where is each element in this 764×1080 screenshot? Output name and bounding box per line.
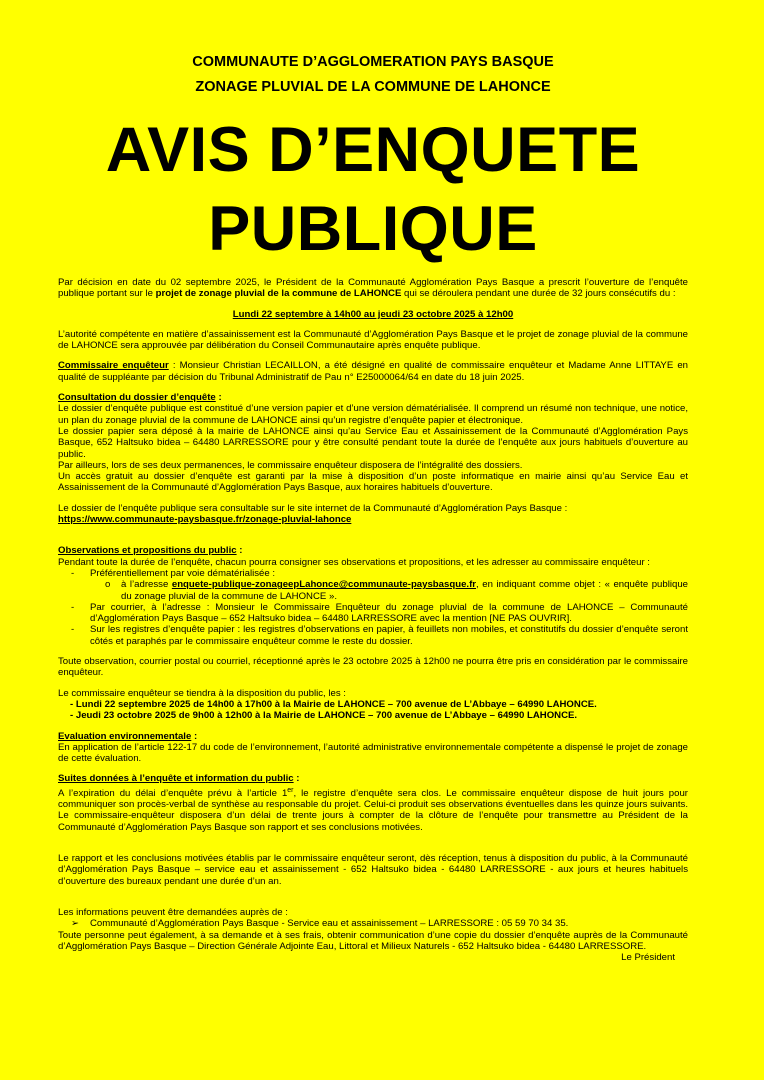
signature: Le Président (621, 952, 675, 964)
suites-heading-line: Suites données à l’enquête et information du public : (58, 773, 300, 785)
suites-heading: Suites données à l’enquête et information du public (58, 773, 294, 785)
suites-p1: A l’expiration du délai d’enquête prévu à l’article 1er, le registre d’enquête sera clos. Le commissaire enquêteur dispose de huit jours pour communiquer son procès-verbal de synthèse au responsable du projet. Celui-ci produit ses observations éventuelles dans les quinze jours suivants. Le commissaire-enquêteur disposera d’un délai de trente jours à compter de la clôture de l’enquête pour transmettre au Président de la Communauté d’Agglomération Pays Basque son rapport et ses conclusions motivées. (58, 786, 688, 833)
suites-p4: Toute personne peut également, à sa demande et à ses frais, obtenir communication d’une copie du dossier d’enquête auprès de la Communauté d’Agglomération Pays Basque – Direction Générale Adjointe Eau, Littoral et Milieux Naturels - 652 Haltsuko bidea - 64480 LARRESSORE. (58, 929, 688, 952)
arrow-bullet-icon: ➢ (71, 918, 80, 930)
permanence-date-1: - Lundi 22 septembre 2025 de 14h00 à 17h00 à la Mairie de LAHONCE – 700 avenue de L’Abbaye – 64990 LAHONCE. (70, 698, 597, 710)
list-subitem-email: o à l’adresse enquete-publique-zonageepLahonce@communaute-paysbasque.fr, en indiquant comme objet : « enquête publique du zonage pluvial de la commune de LAHONCE ». (105, 579, 688, 602)
list-item-digital: - Préférentiellement par voie dématérialisée : (71, 567, 276, 579)
project-name: projet de zonage pluvial de la commune de LAHONCE (155, 288, 402, 300)
list-item-mail: - Par courrier, à l’adresse : Monsieur le Commissaire Enquêteur du zonage pluvial de la commune de LAHONCE – Communauté d’Agglomération Pays Basque – 652 Haltsuko bidea – 64480 LARRESSORE avec la mention [NE PAS OUVRIR]. (71, 601, 688, 625)
evaluation-heading: Evaluation environnementale (58, 730, 192, 742)
dash-bullet: - (71, 601, 75, 613)
dash-bullet: - (71, 624, 75, 636)
intro-paragraph (58, 277, 688, 300)
commissaire-heading: Commissaire enquêteur (58, 360, 169, 372)
circle-bullet: o (105, 579, 111, 591)
evaluation-paragraph: En application de l’article 122-17 du code de l’environnement, l’autorité administrative environnementale compétente a dispensé le projet de zonage de cette évaluation. (58, 741, 688, 765)
observations-heading-line: Observations et propositions du public : (58, 545, 243, 557)
email-link[interactable]: enquete-publique-zonageepLahonce@communaute-paysbasque.fr (171, 579, 476, 591)
permanence-date-2: - Jeudi 23 octobre 2025 de 9h00 à 12h00 à la Mairie de LAHONCE – 700 avenue de L’Abbaye – 64990 LAHONCE. (70, 710, 578, 722)
list-item-registers: - Sur les registres d’enquête papier : les registres d’observations en papier, à feuillets non mobiles, et constitutifs du dossier d’enquête seront côtés et paraphés par le commissaire enquêteur comme le reste du dossier. (71, 624, 688, 647)
title-line-2: PUBLIQUE (208, 194, 538, 264)
suites-p3: Les informations peuvent être demandées auprès de : (58, 906, 288, 918)
intro-text-end: qui se déroulera pendant une durée de 32 jours consécutifs du : (401, 288, 676, 300)
enquiry-period: Lundi 22 septembre à 14h00 au jeudi 23 octobre 2025 à 12h00 (232, 308, 514, 320)
dossier-link[interactable]: https://www.communaute-paysbasque.fr/zonage-pluvial-lahonce (58, 514, 352, 526)
consultation-p5: Le dossier de l’enquête publique sera consultable sur le site internet de la Communauté d’Agglomération Pays Basque : (58, 502, 568, 514)
evaluation-heading-line: Evaluation environnementale : (58, 730, 198, 742)
suites-p2: Le rapport et les conclusions motivées établis par le commissaire enquêteur seront, dès réception, tenus à disposition du public, à la Communauté d’Agglomération Pays Basque – service eau et assainissement - 652 Haltsuko bidea - 64480 LARRESSORE - aux jours et heures habituels d’ouverture des bureaux pendant une durée d’un an. (58, 853, 688, 887)
contact-item: ➢ Communauté d’Agglomération Pays Basque - Service eau et assainissement – LARRESSORE : 05 59 70 34 35. (71, 918, 569, 930)
consultation-p4: Un accès gratuit au dossier d’enquête est garanti par la mise à disposition d’un poste informatique en mairie ainsi qu’au Service Eau et Assainissement de la Communauté d’Agglomération Pays Basque, aux horaires habituels d’ouverture. (58, 471, 688, 494)
authority-paragraph: L’autorité compétente en matière d’assainissement est la Communauté d’Agglomération Pays Basque et le projet de zonage pluvial de la commune de LAHONCE sera approuvée par délibération du Conseil Communautaire après enquête publique. (58, 328, 688, 352)
observations-heading: Observations et propositions du public (58, 545, 237, 557)
observations-intro: Pendant toute la durée de l’enquête, chacun pourra consigner ses observations et propositions, et les adresser au commissaire enquêteur : (58, 556, 650, 568)
availability-paragraph: Le commissaire enquêteur se tiendra à la disposition du public, les : (58, 687, 346, 699)
header-subject: ZONAGE PLUVIAL DE LA COMMUNE DE LAHONCE (195, 79, 551, 95)
consultation-p3: Par ailleurs, lors de ses deux permanences, le commissaire enquêteur disposera de l’intégralité des dossiers. (58, 459, 523, 471)
consultation-heading-line: Consultation du dossier d’enquête : (58, 392, 222, 404)
page-title (58, 111, 688, 269)
deadline-paragraph: Toute observation, courrier postal ou courriel, réceptionné après le 23 octobre 2025 à 12h00 ne pourra être pris en considération par le commissaire enquêteur. (58, 656, 688, 679)
title-line-1: AVIS D’ENQUETE (105, 115, 641, 185)
commissaire-paragraph (58, 360, 688, 383)
consultation-p2: Le dossier papier sera déposé à la mairie de LAHONCE ainsi qu’au Service Eau et Assainissement de la Communauté d’Agglomération Pays Basque, 652 Haltsuko bidea – 64480 LARRESSORE pour y être consulté pendant toute la durée de l’enquête aux jours habituels d’ouverture au public. (58, 425, 688, 460)
header-organization: COMMUNAUTE D’AGGLOMERATION PAYS BASQUE (192, 54, 554, 70)
consultation-p1: Le dossier d’enquête publique est constitué d’une version papier et d’une version dématérialisée. Il comprend un résumé non technique, une notice, un plan du zonage pluvial de la commune de LAHONCE ainsi qu’un registre d’enquête papier et électronique. (58, 403, 688, 426)
notice-body (58, 277, 688, 963)
dash-bullet: - (71, 567, 75, 579)
commissaire-text: : Monsieur Christian LECAILLON, a été désigné en qualité de commissaire enquêteur et Madame Anne LITTAYE en qualité de suppléante par décision du Tribunal Administratif de Pau n° E25000064/64 en date du 18 juin 2025. (58, 360, 688, 383)
consultation-heading: Consultation du dossier d’enquête (58, 392, 216, 404)
intro-text: Par décision en date du 02 septembre 2025, le Président de la Communauté Agglomération Pays Basque a prescrit l’ouverture de l’enquête publique portant sur le (58, 277, 688, 300)
